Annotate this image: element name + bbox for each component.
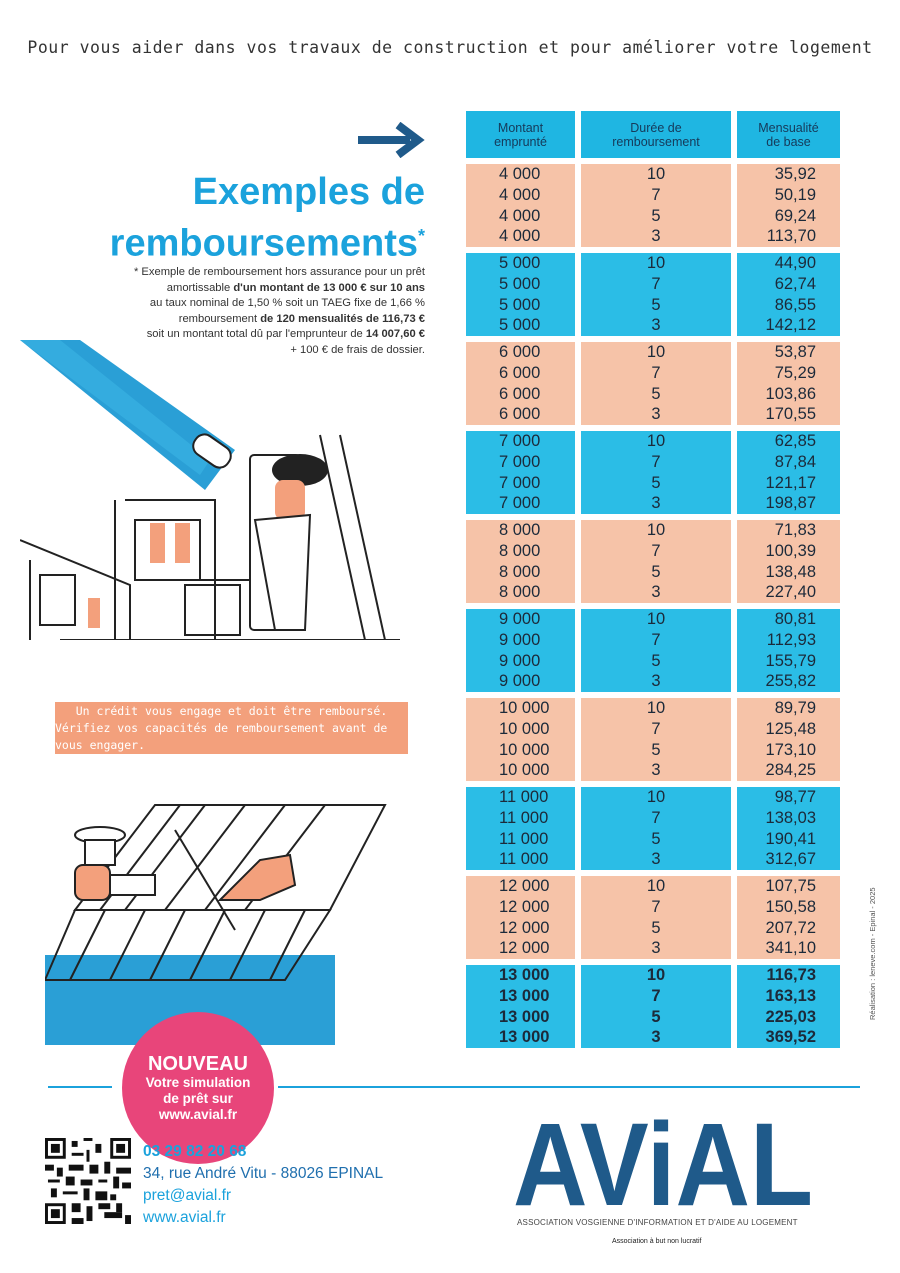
amount-cell <box>466 253 575 336</box>
tagline: Pour vous aider dans vos travaux de construction et pour améliorer votre logement <box>27 38 873 57</box>
table-cell: 7 <box>651 719 661 738</box>
right-arrow-icon <box>358 122 426 158</box>
table-cell: 53,87 <box>774 343 816 362</box>
table-cell: 10 <box>646 165 666 184</box>
table-cell: 12 000 <box>499 877 550 896</box>
payment-cell <box>737 876 840 959</box>
table-cell: 3 <box>651 227 661 246</box>
roofer-illustration <box>45 800 390 1045</box>
payment-cell <box>737 253 840 336</box>
table-cell: 12 000 <box>499 897 550 916</box>
table-cell: 50,19 <box>774 185 816 204</box>
table-cell: 7 <box>651 185 661 204</box>
page-title <box>40 170 425 266</box>
table-cell: 155,79 <box>765 651 816 670</box>
table-cell: 163,13 <box>765 986 816 1005</box>
table-cell: 103,86 <box>765 384 816 403</box>
header-text: remboursement <box>612 134 700 149</box>
table-cell: 5 <box>651 473 661 492</box>
table-cell: 7 <box>651 363 661 382</box>
table-cell: 138,48 <box>765 562 816 581</box>
table-cell: 6 000 <box>499 343 541 362</box>
table-cell: 9 000 <box>499 610 541 629</box>
table-cell: 341,10 <box>765 939 816 958</box>
amount-cell <box>466 342 575 425</box>
table-cell: 86,55 <box>774 295 816 314</box>
title-line-1: Exemples de <box>192 171 425 213</box>
table-cell: 13 000 <box>499 966 550 985</box>
table-cell: 8 000 <box>499 521 541 540</box>
table-cell: 9 000 <box>499 630 541 649</box>
payment-cell <box>737 609 840 692</box>
table-cell: 98,77 <box>774 788 816 807</box>
table-row-group <box>466 609 840 692</box>
table-cell: 10 <box>646 521 666 540</box>
table-cell: 142,12 <box>765 316 816 335</box>
table-cell: 8 000 <box>499 583 541 602</box>
table-cell: 190,41 <box>765 829 816 848</box>
logo-text: AViAL <box>513 1110 813 1210</box>
amount-cell <box>466 787 575 870</box>
table-cell: 10 <box>646 699 666 718</box>
table-cell: 7 000 <box>499 494 541 513</box>
header-text: Durée de <box>630 120 682 135</box>
table-cell: 3 <box>651 1028 661 1047</box>
table-cell: 107,75 <box>765 877 816 896</box>
contact-block <box>143 1141 383 1229</box>
table-cell: 10 000 <box>499 719 550 738</box>
payment-cell <box>737 965 840 1048</box>
table-cell: 125,48 <box>765 719 816 738</box>
table-cell: 5 <box>651 1007 661 1026</box>
table-cell: 3 <box>651 583 661 602</box>
table-row-group <box>466 342 840 425</box>
table-cell: 11 000 <box>499 808 549 827</box>
address: 34, rue André Vitu - 88026 EPINAL <box>143 1165 384 1182</box>
table-cell: 10 <box>646 343 666 362</box>
table-cell: 4 000 <box>499 165 541 184</box>
table-cell: 35,92 <box>774 165 816 184</box>
table-cell: 10 <box>646 877 666 896</box>
table-cell: 3 <box>651 494 661 513</box>
promo-link[interactable]: www.avial.fr <box>158 1107 238 1122</box>
table-cell: 227,40 <box>765 583 816 602</box>
table-cell: 7 000 <box>499 452 541 471</box>
table-cell: 5 <box>651 295 661 314</box>
table-cell: 10 <box>646 966 666 985</box>
table-cell: 284,25 <box>765 761 816 780</box>
table-cell: 13 000 <box>499 1028 550 1047</box>
table-cell: 225,03 <box>765 1007 816 1026</box>
amount-cell <box>466 431 575 514</box>
table-cell: 150,58 <box>765 897 816 916</box>
website-link[interactable]: www.avial.fr <box>143 1209 226 1226</box>
duration-cell <box>581 876 731 959</box>
table-cell: 62,85 <box>774 432 816 451</box>
divider-left <box>48 1086 112 1088</box>
amount-cell <box>466 698 575 781</box>
header-duration <box>581 111 731 158</box>
duration-cell <box>581 520 731 603</box>
table-row-group <box>466 965 840 1048</box>
table-cell: 198,87 <box>765 494 816 513</box>
amount-cell <box>466 520 575 603</box>
phone-number[interactable]: 03 29 82 20 68 <box>143 1143 247 1160</box>
repayment-table <box>466 111 840 1054</box>
table-cell: 10 <box>646 432 666 451</box>
header-text: emprunté <box>494 134 547 149</box>
note-text: soit un montant total dû par l'emprunteur de <box>146 328 366 341</box>
note-line: * Exemple de remboursement hors assurance pour un prêt <box>133 266 425 278</box>
table-cell: 4 000 <box>499 206 541 225</box>
title-asterisk: * <box>417 226 425 246</box>
table-cell: 7 <box>651 897 661 916</box>
table-cell: 121,17 <box>765 473 816 492</box>
credit-line: Réalisation : leneve.com - Epinal - 2025 <box>868 887 877 1020</box>
payment-cell <box>737 431 840 514</box>
table-cell: 12 000 <box>499 939 550 958</box>
header-text: Mensualité <box>758 120 819 135</box>
warning-banner <box>55 702 408 754</box>
table-cell: 5 <box>651 918 661 937</box>
duration-cell <box>581 431 731 514</box>
table-cell: 207,72 <box>765 918 816 937</box>
header-text: de base <box>766 134 811 149</box>
table-cell: 255,82 <box>765 672 816 691</box>
title-line-2: remboursements <box>109 222 418 265</box>
table-row-group <box>466 164 840 247</box>
table-cell: 173,10 <box>765 740 816 759</box>
table-cell: 3 <box>651 316 661 335</box>
table-cell: 3 <box>651 405 661 424</box>
table-row-group <box>466 520 840 603</box>
table-cell: 7 <box>651 630 661 649</box>
amount-cell <box>466 164 575 247</box>
warning-line-2: Vérifiez vos capacités de remboursement avant de vous engager. <box>55 720 388 752</box>
duration-cell <box>581 253 731 336</box>
table-cell: 87,84 <box>774 452 816 471</box>
table-cell: 9 000 <box>499 651 541 670</box>
promo-line: Votre simulation <box>145 1075 251 1090</box>
logo-tagline: Association à but non lucratif <box>612 1238 702 1245</box>
table-cell: 9 000 <box>499 672 541 691</box>
table-cell: 75,29 <box>774 363 816 382</box>
email-link[interactable]: pret@avial.fr <box>143 1187 232 1204</box>
table-cell: 5 000 <box>499 316 541 335</box>
amount-cell <box>466 609 575 692</box>
table-cell: 4 000 <box>499 227 541 246</box>
table-cell: 3 <box>651 939 661 958</box>
table-cell: 8 000 <box>499 541 541 560</box>
note-text: remboursement <box>178 312 261 325</box>
table-cell: 10 000 <box>499 740 550 759</box>
duration-cell <box>581 698 731 781</box>
table-cell: 7 <box>651 274 661 293</box>
table-cell: 7 <box>651 541 661 560</box>
table-cell: 3 <box>651 672 661 691</box>
promo-line: de prêt sur <box>163 1091 233 1106</box>
header-payment <box>737 111 840 158</box>
table-cell: 10 <box>646 254 666 273</box>
table-cell: 11 000 <box>499 850 549 869</box>
table-cell: 100,39 <box>765 541 816 560</box>
table-cell: 5 <box>651 206 661 225</box>
table-row-group <box>466 787 840 870</box>
avial-logo <box>513 1110 813 1210</box>
table-cell: 12 000 <box>499 918 550 937</box>
payment-cell <box>737 342 840 425</box>
divider-right <box>278 1086 860 1088</box>
table-cell: 138,03 <box>765 808 816 827</box>
header-text: Montant <box>497 120 544 135</box>
table-cell: 3 <box>651 761 661 780</box>
payment-cell <box>737 164 840 247</box>
table-cell: 7 <box>651 808 661 827</box>
promo-title: NOUVEAU <box>147 1053 248 1075</box>
table-cell: 7 000 <box>499 432 541 451</box>
table-cell: 312,67 <box>765 850 816 869</box>
duration-cell <box>581 965 731 1048</box>
table-cell: 4 000 <box>499 185 541 204</box>
payment-cell <box>737 698 840 781</box>
table-cell: 5 <box>651 740 661 759</box>
note-bold: d'un montant de 13 000 € sur 10 ans <box>233 281 425 294</box>
note-text: amortissable <box>166 281 234 294</box>
table-cell: 62,74 <box>774 274 816 293</box>
table-cell: 13 000 <box>499 1007 550 1026</box>
duration-cell <box>581 342 731 425</box>
header-amount <box>466 111 575 158</box>
table-cell: 89,79 <box>774 699 816 718</box>
table-cell: 80,81 <box>774 610 816 629</box>
amount-cell <box>466 965 575 1048</box>
table-cell: 8 000 <box>499 562 541 581</box>
table-cell: 116,73 <box>766 966 816 985</box>
table-cell: 11 000 <box>499 829 549 848</box>
table-row-group <box>466 698 840 781</box>
table-cell: 69,24 <box>774 206 816 225</box>
table-cell: 5 <box>651 384 661 403</box>
table-cell: 10 000 <box>499 761 550 780</box>
table-cell: 6 000 <box>499 405 541 424</box>
table-cell: 11 000 <box>499 788 549 807</box>
note-bold: de 120 mensualités de 116,73 € <box>260 312 425 325</box>
duration-cell <box>581 787 731 870</box>
note-bold: 14 007,60 € <box>365 328 425 341</box>
logo-subtitle: ASSOCIATION VOSGIENNE D'INFORMATION ET D'AIDE AU LOGEMENT <box>517 1218 798 1227</box>
table-cell: 6 000 <box>499 363 541 382</box>
table-cell: 7 000 <box>499 473 541 492</box>
painter-illustration <box>20 340 400 640</box>
qr-code[interactable] <box>45 1138 131 1224</box>
table-cell: 5 000 <box>499 295 541 314</box>
table-cell: 5 <box>651 562 661 581</box>
duration-cell <box>581 164 731 247</box>
table-cell: 369,52 <box>765 1028 816 1047</box>
payment-cell <box>737 520 840 603</box>
table-cell: 44,90 <box>774 254 816 273</box>
duration-cell <box>581 609 731 692</box>
table-header <box>466 111 840 158</box>
table-cell: 7 <box>651 452 661 471</box>
payment-cell <box>737 787 840 870</box>
table-row-group <box>466 253 840 336</box>
warning-line-1: Un crédit vous engage et doit être remboursé. <box>75 703 388 718</box>
table-cell: 71,83 <box>774 521 816 540</box>
note-line: au taux nominal de 1,50 % soit un TAEG fixe de 1,66 % <box>149 297 425 310</box>
amount-cell <box>466 876 575 959</box>
table-cell: 5 000 <box>499 274 541 293</box>
note-line: + 100 € de frais de dossier. <box>290 343 425 356</box>
table-cell: 7 <box>651 986 661 1005</box>
table-cell: 10 000 <box>499 699 550 718</box>
table-cell: 5 <box>651 651 661 670</box>
table-row-group <box>466 431 840 514</box>
table-cell: 6 000 <box>499 384 541 403</box>
table-cell: 13 000 <box>499 986 550 1005</box>
table-cell: 113,70 <box>766 227 816 246</box>
table-cell: 10 <box>646 788 666 807</box>
table-cell: 10 <box>646 610 666 629</box>
table-cell: 3 <box>651 850 661 869</box>
table-cell: 112,93 <box>766 630 816 649</box>
table-cell: 5 <box>651 829 661 848</box>
table-cell: 5 000 <box>499 254 541 273</box>
table-row-group <box>466 876 840 959</box>
table-cell: 170,55 <box>765 405 816 424</box>
